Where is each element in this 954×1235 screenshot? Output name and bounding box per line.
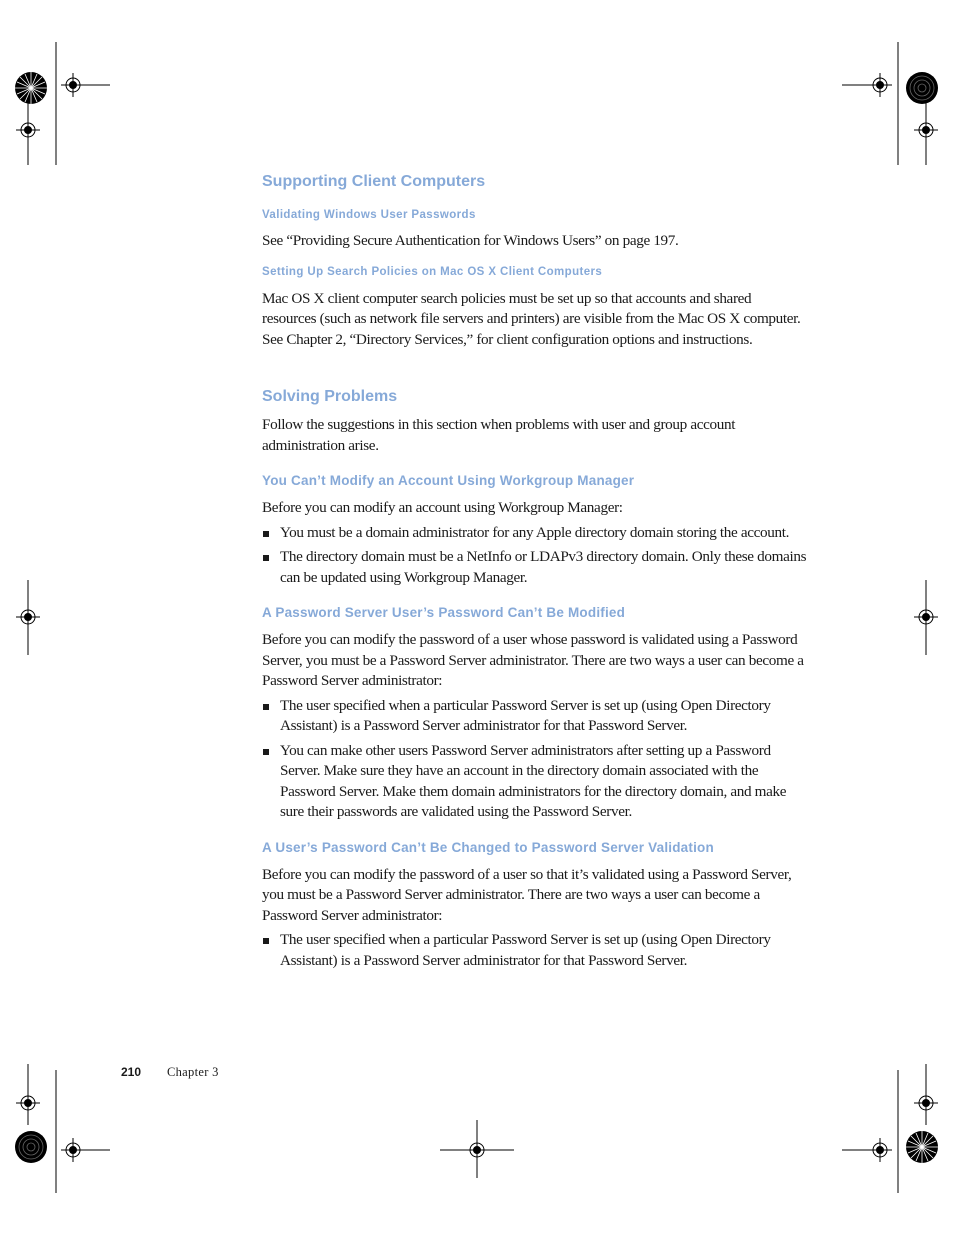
list-item: The user specified when a particular Password Server is set up (using Open Directory Assistant) is a Password Server administrator for that Password Server.: [262, 696, 807, 737]
paragraph-password-cant-be-modified: Before you can modify the password of a user whose password is validated using a Password Server, you must be a Password Server administrator. There are two ways a user can become a Password Server administrator:: [262, 631, 804, 689]
paragraph-validating: See “Providing Secure Authentication for Windows Users” on page 197.: [262, 232, 679, 249]
bullet-icon: [263, 704, 269, 710]
paragraph-solving-intro: Follow the suggestions in this section when problems with user and group account administration arise.: [262, 416, 736, 454]
page-number: 210: [121, 1065, 142, 1079]
list-password-cant-be-modified: [262, 696, 807, 823]
list-item: The user specified when a particular Password Server is set up (using Open Directory Assistant) is a Password Server administrator for that Password Server.: [262, 930, 807, 971]
heading-validating-windows-passwords: Validating Windows User Passwords: [262, 209, 476, 221]
heading-cant-modify-account: You Can’t Modify an Account Using Workgroup Manager: [262, 473, 635, 488]
list-item: You can make other users Password Server administrators after setting up a Password Server. Make sure they have an account in the directory domain associated with the Password Server. Make them domain administrators for the directory domain, and make sure their passwords are validated using the Password Server.: [262, 741, 807, 823]
heading-password-cant-be-changed: A User’s Password Can’t Be Changed to Password Server Validation: [262, 839, 714, 855]
page-footer: [121, 1063, 219, 1081]
chapter-label: Chapter 3: [167, 1065, 219, 1079]
list-password-cant-be-changed: [262, 930, 807, 971]
paragraph-cant-modify: Before you can modify an account using Workgroup Manager:: [262, 499, 623, 516]
page-content: [262, 172, 807, 971]
list-cant-modify: [262, 523, 807, 589]
heading-supporting-client-computers: Supporting Client Computers: [262, 173, 486, 190]
list-item: The directory domain must be a NetInfo or LDAPv3 directory domain. Only these domains can be updated using Workgroup Manager.: [262, 547, 807, 588]
paragraph-search-policies: Mac OS X client computer search policies must be set up so that accounts and shared resources (such as network file servers and printers) are visible from the Mac OS X computer. See Chapter 2, “Directory Services,” for client configuration options and instructions.: [262, 289, 801, 348]
bullet-icon: [263, 555, 269, 561]
paragraph-password-cant-be-changed: Before you can modify the password of a user so that it’s validated using a Password Server, you must be a Password Server administrator. There are two ways a user can become a Password Server administrator:: [262, 865, 792, 924]
list-item: You must be a domain administrator for any Apple directory domain storing the account.: [262, 523, 807, 544]
bullet-icon: [263, 938, 269, 944]
heading-search-policies: Setting Up Search Policies on Mac OS X Client Computers: [262, 265, 603, 278]
bullet-icon: [263, 749, 269, 755]
heading-solving-problems: Solving Problems: [262, 388, 398, 405]
heading-password-cant-be-modified: A Password Server User’s Password Can’t Be Modified: [262, 605, 626, 620]
bullet-icon: [263, 531, 269, 537]
